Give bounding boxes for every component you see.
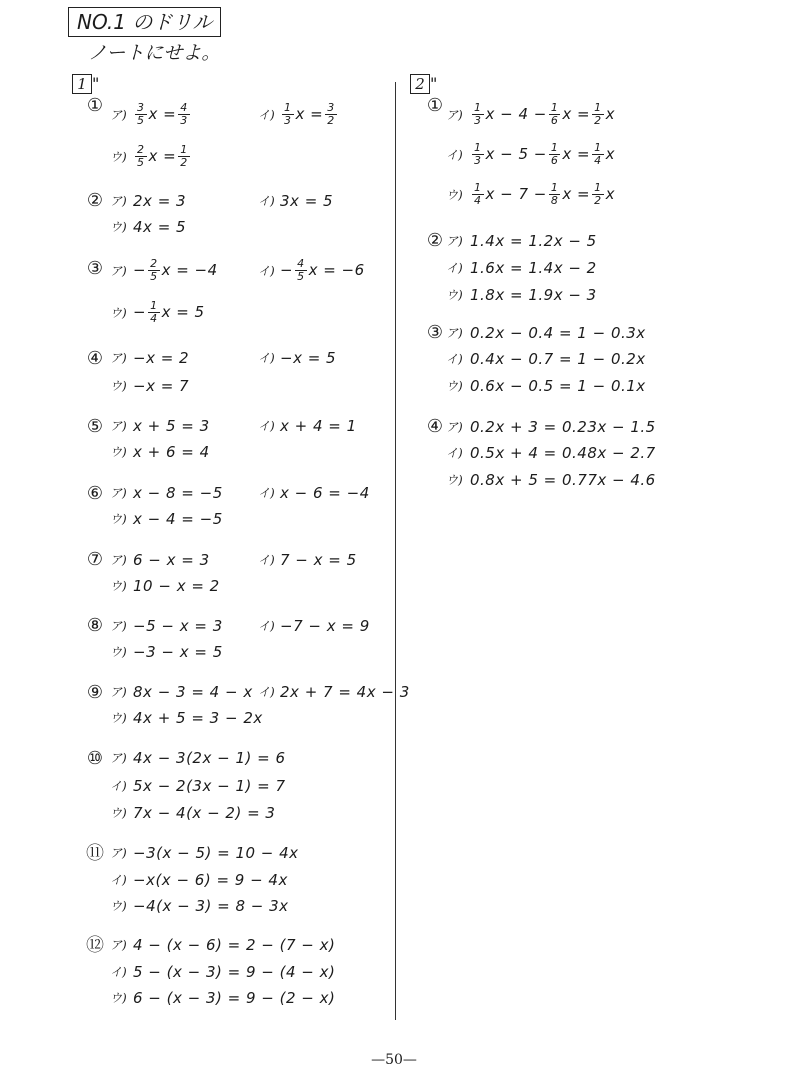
equation: −x = 2 [133, 349, 190, 367]
equation [470, 182, 615, 207]
fraction-numerator: 1 [594, 101, 602, 114]
equation-part: x = [295, 105, 324, 123]
fraction-denominator: 3 [284, 114, 292, 127]
equation-part: x [605, 105, 615, 123]
equation: −7 − x = 9 [280, 617, 370, 635]
equation: 4x − 3(2x − 1) = 6 [133, 749, 286, 767]
problem-number: ③ [86, 258, 104, 279]
equation-part: x = −4 [161, 261, 218, 279]
subproblem-label: ウ) [446, 188, 463, 202]
equation: x + 6 = 4 [133, 443, 210, 461]
section-2-header [410, 74, 437, 94]
equation: x − 6 = −4 [280, 484, 370, 502]
problem-number: ④ [426, 416, 444, 437]
equation-part: − [280, 261, 294, 279]
subproblem-label: ア) [110, 486, 127, 500]
equation: 6 − x = 3 [133, 551, 210, 569]
equation: x + 5 = 3 [133, 417, 210, 435]
equation: −x(x − 6) = 9 − 4x [133, 871, 288, 889]
fraction [472, 102, 484, 127]
fraction [592, 182, 604, 207]
equation: 10 − x = 2 [133, 577, 220, 595]
subproblem-label: ウ) [110, 645, 127, 659]
problem-number: ⑨ [86, 682, 104, 703]
instruction-text: ノートにせよ。 [88, 42, 221, 64]
subproblem-label: ア) [446, 420, 463, 434]
problem-number: ⑥ [86, 483, 104, 504]
problem-number: ② [86, 190, 104, 211]
equation [470, 102, 615, 127]
subproblem-label: ア) [110, 108, 127, 122]
fraction-numerator: 1 [550, 181, 559, 194]
equation: 7 − x = 5 [280, 551, 357, 569]
equation [133, 258, 218, 283]
equation [280, 258, 365, 283]
fraction-numerator: 2 [150, 257, 158, 270]
equation: 2x = 3 [133, 192, 187, 210]
fraction-numerator: 3 [327, 101, 335, 114]
subproblem-label: イ) [258, 553, 275, 567]
equation: 2x + 7 = 4x − 3 [280, 683, 410, 701]
equation [133, 300, 205, 325]
fraction-denominator: 5 [150, 270, 158, 283]
fraction [549, 182, 561, 207]
fraction [472, 142, 484, 167]
subproblem-label: ア) [110, 194, 127, 208]
equation: 4x + 5 = 3 − 2x [133, 709, 263, 727]
equation: 0.2x + 3 = 0.23x − 1.5 [470, 418, 656, 436]
fraction-denominator: 4 [150, 312, 158, 325]
subproblem-label: ア) [110, 846, 127, 860]
equation-part: x [605, 145, 615, 163]
equation: 7x − 4(x − 2) = 3 [133, 804, 276, 822]
subproblem-label: イ) [446, 352, 463, 366]
equation: −x = 7 [133, 377, 190, 395]
section-2-label: 2 [410, 74, 430, 94]
fraction-denominator: 3 [474, 154, 482, 167]
equation: x − 8 = −5 [133, 484, 223, 502]
subproblem-label: ウ) [110, 379, 127, 393]
fraction [148, 300, 160, 325]
subproblem-label: イ) [258, 194, 275, 208]
subproblem-label: ウ) [110, 150, 127, 164]
subproblem-label: ア) [110, 938, 127, 952]
problem-number: ① [86, 95, 104, 116]
equation: −x = 5 [280, 349, 337, 367]
equation: −4(x − 3) = 8 − 3x [133, 897, 289, 915]
fraction-numerator: 3 [137, 101, 145, 114]
fraction-numerator: 1 [474, 101, 482, 114]
equation: 8x − 3 = 4 − x [133, 683, 253, 701]
equation: 5x − 2(3x − 1) = 7 [133, 777, 286, 795]
subproblem-label: イ) [446, 261, 463, 275]
fraction [295, 258, 307, 283]
problem-number: ④ [86, 348, 104, 369]
fraction-denominator: 4 [474, 194, 482, 207]
subproblem-label: イ) [258, 108, 275, 122]
fraction-denominator: 3 [180, 114, 188, 127]
fraction-numerator: 1 [474, 181, 482, 194]
subproblem-label: イ) [110, 779, 127, 793]
equation [470, 142, 615, 167]
fraction-denominator: 3 [474, 114, 482, 127]
subproblem-label: ウ) [110, 306, 127, 320]
fraction-denominator: 5 [297, 270, 305, 283]
equation: x − 4 = −5 [133, 510, 223, 528]
subproblem-label: ウ) [446, 473, 463, 487]
problem-number: ⑧ [86, 615, 104, 636]
fraction [472, 182, 484, 207]
subproblem-label: ア) [446, 234, 463, 248]
equation [280, 102, 339, 127]
fraction [549, 142, 561, 167]
fraction [592, 102, 604, 127]
fraction-denominator: 6 [550, 154, 559, 167]
equation-part: x = [562, 185, 591, 203]
problem-number: ⑫ [86, 935, 104, 956]
equation-part: x = 5 [161, 303, 205, 321]
subproblem-label: ア) [446, 326, 463, 340]
equation-part: x [605, 185, 615, 203]
subproblem-label: ウ) [110, 991, 127, 1005]
subproblem-label: イ) [446, 446, 463, 460]
equation-part: x = [562, 105, 591, 123]
equation: −5 − x = 3 [133, 617, 223, 635]
problem-number: ⑤ [86, 416, 104, 437]
fraction-numerator: 1 [594, 181, 602, 194]
subproblem-label: ウ) [110, 899, 127, 913]
subproblem-label: イ) [258, 419, 275, 433]
equation-part: x − 5 − [485, 145, 547, 163]
fraction-numerator: 2 [137, 143, 145, 156]
page-number: —50— [371, 1052, 417, 1068]
fraction-numerator: 1 [284, 101, 292, 114]
equation-part: x − 7 − [485, 185, 547, 203]
column-divider [395, 82, 396, 1020]
equation: 5 − (x − 3) = 9 − (4 − x) [133, 963, 336, 981]
problem-number: ③ [426, 322, 444, 343]
fraction-numerator: 1 [474, 141, 482, 154]
fraction-denominator: 6 [550, 114, 559, 127]
fraction-numerator: 4 [180, 101, 188, 114]
equation-part: x = [148, 147, 177, 165]
fraction-denominator: 8 [550, 194, 559, 207]
subproblem-label: ア) [110, 553, 127, 567]
equation: 0.5x + 4 = 0.48x − 2.7 [470, 444, 656, 462]
fraction-denominator: 5 [137, 156, 145, 169]
equation: −3(x − 5) = 10 − 4x [133, 844, 299, 862]
subproblem-label: ウ) [446, 288, 463, 302]
subproblem-label: イ) [258, 264, 275, 278]
subproblem-label: ア) [446, 108, 463, 122]
section-1-header [72, 74, 99, 94]
fraction-denominator: 2 [180, 156, 188, 169]
fraction-numerator: 1 [180, 143, 188, 156]
subproblem-label: ア) [110, 685, 127, 699]
subproblem-label: イ) [110, 965, 127, 979]
equation-part: − [133, 261, 147, 279]
problem-number: ② [426, 230, 444, 251]
subproblem-label: イ) [258, 685, 275, 699]
equation: 1.8x = 1.9x − 3 [470, 286, 597, 304]
fraction-numerator: 4 [297, 257, 305, 270]
section-2-mark: " [430, 74, 438, 93]
fraction-denominator: 5 [137, 114, 145, 127]
equation: 0.2x − 0.4 = 1 − 0.3x [470, 324, 646, 342]
problem-number: ⑩ [86, 748, 104, 769]
equation: 0.4x − 0.7 = 1 − 0.2x [470, 350, 646, 368]
subproblem-label: ア) [110, 419, 127, 433]
equation [133, 144, 192, 169]
fraction-numerator: 1 [150, 299, 158, 312]
subproblem-label: ア) [110, 751, 127, 765]
equation-part: − [133, 303, 147, 321]
equation: 6 − (x − 3) = 9 − (2 − x) [133, 989, 336, 1007]
equation: 4 − (x − 6) = 2 − (7 − x) [133, 936, 336, 954]
fraction-denominator: 4 [594, 154, 602, 167]
equation: 1.6x = 1.4x − 2 [470, 259, 597, 277]
equation [133, 102, 192, 127]
section-1-mark: " [92, 74, 100, 93]
fraction-denominator: 2 [594, 114, 602, 127]
problem-number: ① [426, 95, 444, 116]
equation-part: x = [148, 105, 177, 123]
subproblem-label: イ) [258, 619, 275, 633]
equation-part: x = [562, 145, 591, 163]
fraction [549, 102, 561, 127]
fraction [135, 144, 147, 169]
equation-part: x − 4 − [485, 105, 547, 123]
subproblem-label: イ) [110, 873, 127, 887]
subproblem-label: ウ) [446, 379, 463, 393]
subproblem-label: ア) [110, 619, 127, 633]
subproblem-label: ウ) [110, 220, 127, 234]
fraction [592, 142, 604, 167]
equation: 0.8x + 5 = 0.77x − 4.6 [470, 471, 656, 489]
subproblem-label: イ) [258, 486, 275, 500]
fraction [135, 102, 147, 127]
equation: 3x = 5 [280, 192, 334, 210]
equation: 1.4x = 1.2x − 5 [470, 232, 597, 250]
subproblem-label: イ) [258, 351, 275, 365]
subproblem-label: ウ) [110, 806, 127, 820]
problem-number: ⑪ [86, 843, 104, 864]
equation: x + 4 = 1 [280, 417, 357, 435]
fraction-denominator: 2 [594, 194, 602, 207]
subproblem-label: ア) [110, 351, 127, 365]
equation: 4x = 5 [133, 218, 187, 236]
fraction [178, 102, 190, 127]
subproblem-label: ア) [110, 264, 127, 278]
equation: −3 − x = 5 [133, 643, 223, 661]
subproblem-label: ウ) [110, 711, 127, 725]
fraction [325, 102, 337, 127]
subproblem-label: ウ) [110, 579, 127, 593]
drill-title: NO.1 のドリル [68, 7, 221, 37]
section-1-label: 1 [72, 74, 92, 94]
fraction [148, 258, 160, 283]
subproblem-label: ウ) [110, 445, 127, 459]
equation: 0.6x − 0.5 = 1 − 0.1x [470, 377, 646, 395]
fraction-numerator: 1 [550, 101, 559, 114]
subproblem-label: イ) [446, 148, 463, 162]
fraction-denominator: 2 [327, 114, 335, 127]
fraction-numerator: 1 [550, 141, 559, 154]
problem-number: ⑦ [86, 549, 104, 570]
fraction [178, 144, 190, 169]
subproblem-label: ウ) [110, 512, 127, 526]
fraction-numerator: 1 [594, 141, 602, 154]
fraction [282, 102, 294, 127]
equation-part: x = −6 [308, 261, 365, 279]
